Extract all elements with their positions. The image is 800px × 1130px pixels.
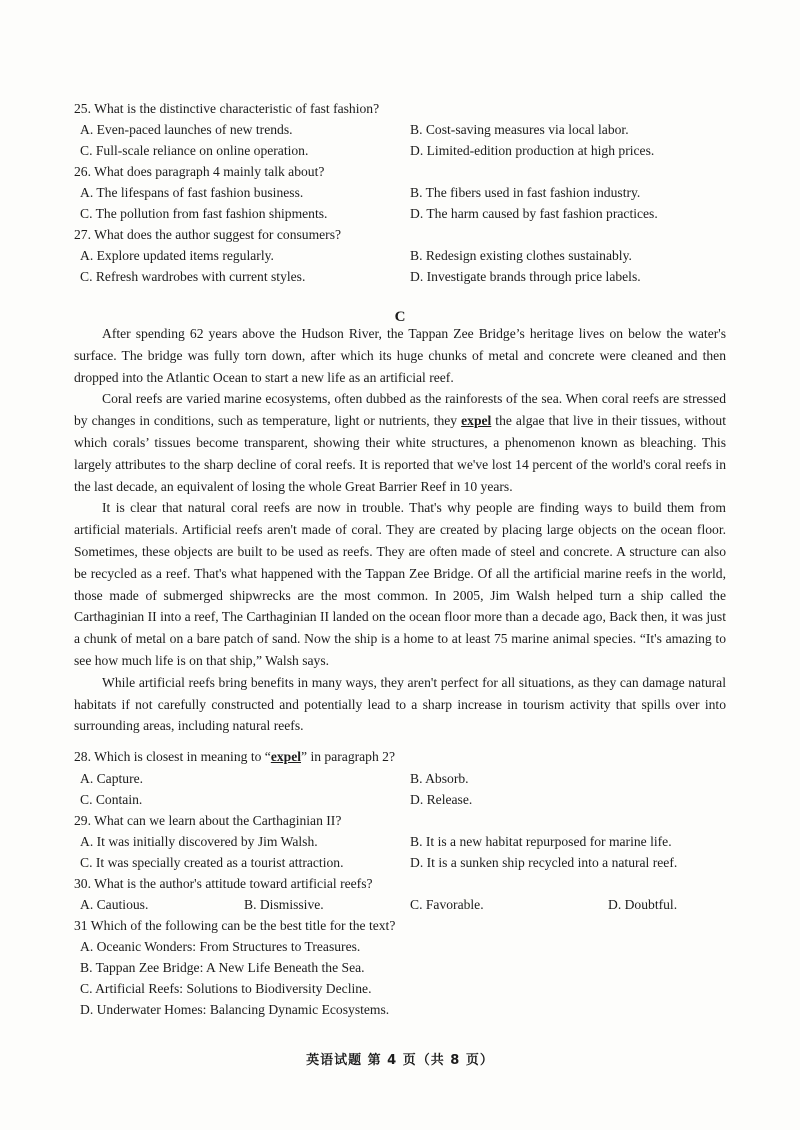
option-b: B. Dismissive. bbox=[244, 897, 324, 912]
option-a: A. It was initially discovered by Jim Walsh. bbox=[80, 834, 318, 849]
question-stem: 25. What is the distinctive characteristic of fast fashion? bbox=[74, 101, 380, 116]
question-stem bbox=[74, 746, 395, 767]
reading-passage bbox=[74, 323, 726, 737]
option-d: D. Limited-edition production at high prices. bbox=[410, 143, 655, 158]
question-stem: 30. What is the author's attitude toward artificial reefs? bbox=[74, 876, 373, 891]
stem-text: 28. Which is closest in meaning to “ bbox=[74, 749, 271, 764]
option-c: C. The pollution from fast fashion shipments. bbox=[80, 206, 328, 221]
paragraph-1: After spending 62 years above the Hudson River, the Tappan Zee Bridge’s heritage lives on below the water's surface. The bridge was fully torn down, after which its huge chunks of metal and concrete were cleaned and then dropped into the Atlantic Ocean to start a new life as an artificial reef. bbox=[74, 326, 726, 385]
option-d: D. Investigate brands through price labels. bbox=[410, 269, 641, 284]
option-b: B. Redesign existing clothes sustainably. bbox=[410, 248, 632, 263]
question-stem: 27. What does the author suggest for consumers? bbox=[74, 227, 342, 242]
option-a: A. Capture. bbox=[80, 771, 144, 786]
section-heading: C bbox=[394, 309, 406, 325]
option-b: B. Cost-saving measures via local labor. bbox=[410, 122, 629, 137]
option-c: C. Artificial Reefs: Solutions to Biodiversity Decline. bbox=[80, 981, 372, 996]
keyword-expel: expel bbox=[461, 413, 492, 429]
option-d: D. It is a sunken ship recycled into a natural reef. bbox=[410, 855, 678, 870]
paragraph-3: It is clear that natural coral reefs are now in trouble. That's why people are finding ways to build them from artificial materials. Artificial reefs aren't made of coral. They are created by placing large objects on the ocean floor. Sometimes, these objects are built to be used as reefs. They are often made of steel and concrete. A structure can also be recycled as a reef. That's what happened with the Tappan Zee Bridge. Of all the artificial marine reefs in the world, those made of submerged shipwrecks are the most common. In 2005, Jim Walsh helped turn a ship called the Carthaginian II into a reef, The Carthaginian II landed on the ocean floor more than a decade ago, Back then, it was just a chunk of metal on a bare patch of sand. Now the ship is a home to at least 75 marine animal species. “It's amazing to see how much life is on that ship,” Walsh says. bbox=[74, 500, 726, 668]
page-footer: 英语试题 第 4 页（共 8 页） bbox=[306, 1053, 494, 1068]
option-d: D. The harm caused by fast fashion practices. bbox=[410, 206, 658, 221]
option-d: D. Doubtful. bbox=[608, 897, 678, 912]
paragraph-2 bbox=[74, 388, 726, 497]
option-b: B. The fibers used in fast fashion industry. bbox=[410, 185, 641, 200]
question-stem: 26. What does paragraph 4 mainly talk about? bbox=[74, 164, 325, 179]
option-c: C. It was specially created as a tourist attraction. bbox=[80, 855, 344, 870]
paragraph-4: While artificial reefs bring benefits in many ways, they aren't perfect for all situations, as they can damage natural habitats if not carefully constructed and potentially lead to a sharp increase in tourism activity that spills over into surrounding areas, including natural reefs. bbox=[74, 674, 726, 734]
option-b: B. Absorb. bbox=[410, 771, 469, 786]
option-a: A. Cautious. bbox=[80, 897, 149, 912]
paragraph-2-text: Coral reefs are varied marine ecosystems, often dubbed as the rainforests of the sea. When coral reefs are stressed by changes in conditions, such as temperature, light or nutrients, they bbox=[74, 391, 726, 429]
option-a: A. Explore updated items regularly. bbox=[80, 248, 274, 263]
option-d: D. Underwater Homes: Balancing Dynamic Ecosystems. bbox=[80, 1002, 390, 1017]
option-c: C. Full-scale reliance on online operation. bbox=[80, 143, 309, 158]
option-b: B. Tappan Zee Bridge: A New Life Beneath the Sea. bbox=[80, 960, 365, 975]
option-d: D. Release. bbox=[410, 792, 473, 807]
stem-text-end: ” in paragraph 2? bbox=[301, 749, 396, 764]
option-c: C. Refresh wardrobes with current styles. bbox=[80, 269, 306, 284]
question-stem: 31 Which of the following can be the best title for the text? bbox=[74, 918, 396, 933]
option-c: C. Favorable. bbox=[410, 897, 484, 912]
question-stem: 29. What can we learn about the Carthaginian II? bbox=[74, 813, 342, 828]
option-c: C. Contain. bbox=[80, 792, 143, 807]
option-a: A. The lifespans of fast fashion business. bbox=[80, 185, 304, 200]
keyword-expel: expel bbox=[270, 749, 302, 764]
option-a: A. Oceanic Wonders: From Structures to Treasures. bbox=[80, 939, 361, 954]
option-a: A. Even-paced launches of new trends. bbox=[80, 122, 293, 137]
option-b: B. It is a new habitat repurposed for marine life. bbox=[410, 834, 672, 849]
paragraph-2-text-end: the algae that live in their tissues, without which corals’ tissues become transparent, showing their white structures, a phenomenon known as bleaching. This largely attributes to the sharp decline of coral reefs. It is reported that we've lost 14 percent of the world's coral reefs in the last decade, an equivalent of losing the whole Great Barrier Reef in 10 years. bbox=[74, 413, 726, 494]
